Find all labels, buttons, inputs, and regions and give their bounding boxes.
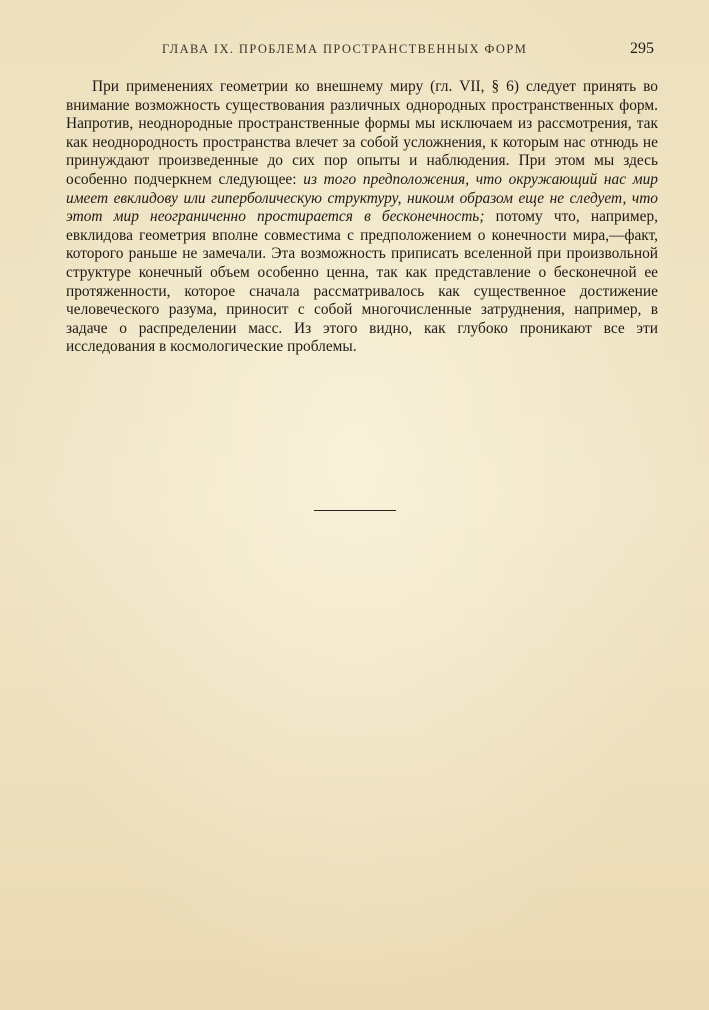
- paragraph-text-part-3: потому что, например, евклидова геометрия вполне совместима с предположением о конечности мира,—факт, которого раньше не замечали. Эта возможность приписать вселенной при произвольной структуре конечный объем особенно ценна, так как представление о бесконечной ее протяженности, которое сначала рассматривалось как существенное достижение человеческого разума, приносит с собой многочисленные затруднения, например, в задаче о распределении масс. Из этого видно, как глубоко проникают все эти исследования в космологические проблемы.: [66, 208, 659, 356]
- chapter-running-title: ГЛАВА IX. ПРОБЛЕМА ПРОСТРАНСТВЕННЫХ ФОРМ: [162, 42, 528, 56]
- body-paragraph: [66, 78, 658, 357]
- page-number: 295: [630, 40, 654, 57]
- running-header: [0, 40, 709, 60]
- section-end-rule: [314, 510, 396, 511]
- paragraph-italic-emphasis: из того предположения, что окружающий нас мир имеет евклидову или гиперболическую структуру, никоим образом еще не следует, что этот мир неограниченно простирается в бесконечность;: [66, 170, 658, 226]
- paragraph-text-part-1: При применениях геометрии ко внешнему миру (гл. VII, § 6) следует принять во внимание возможность существования различных однородных пространственных форм. Напротив, неоднородные пространственные формы мы исключаем из рассмотрения, так как неоднородность пространства влечет за собой усложнения, к которым нас отнюдь не принуждают произведенные до сих пор опыты и наблюдения. При этом мы здесь особенно подчеркнем следующее:: [66, 78, 658, 188]
